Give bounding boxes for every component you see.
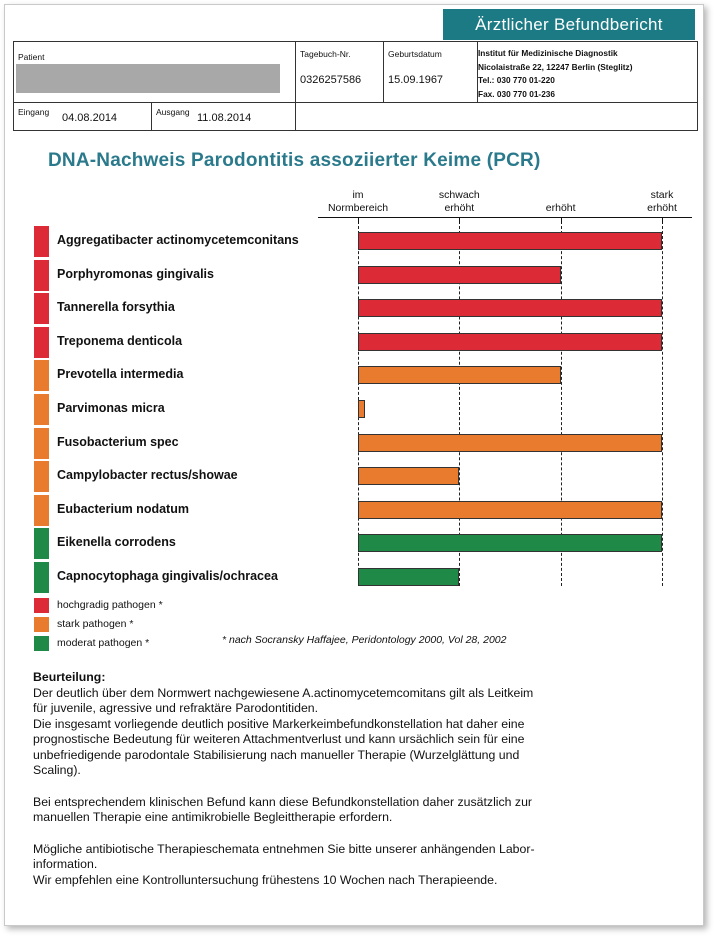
- germ-label: Fusobacterium spec: [57, 434, 179, 449]
- scale-label-line: Normbereich: [327, 202, 389, 214]
- assessment-line: Der deutlich über dem Normwert nachgewiesene A.actinomycetemcomitans gilt als Leitkeim: [33, 685, 534, 700]
- pathogen-group-swatch: [34, 326, 49, 358]
- eingang-label: Eingang: [18, 107, 50, 117]
- citation: * nach Socransky Haffajee, Peridontology 2000, Vol 28, 2002: [222, 634, 507, 646]
- table-divider: [383, 41, 384, 102]
- pathogen-group-swatch: [34, 225, 49, 257]
- scale-tick: [358, 217, 359, 224]
- germ-bar: [358, 333, 662, 351]
- pathogen-group-swatch: [34, 359, 49, 391]
- eingang-value: 04.08.2014: [62, 112, 118, 124]
- assessment-line: unbefriedigende parodontale Stabilisierung nach manueller Therapie (Wurzelglättung und: [33, 747, 520, 762]
- germ-bar: [358, 568, 459, 586]
- legend-swatch: [34, 617, 49, 632]
- scale-label-line: schwach: [438, 189, 480, 201]
- germ-label: Tannerella forsythia: [57, 300, 175, 315]
- scale-label-line: [521, 189, 601, 202]
- scale-label-line: im: [352, 189, 364, 201]
- scale-label-line: erhöht: [647, 202, 677, 214]
- pathogen-group-swatch: [34, 494, 49, 526]
- assessment-line: Die insgesamt vorliegende deutlich positive Markerkeimbefundkonstellation hat daher eine: [33, 716, 525, 731]
- pathogen-group-swatch: [34, 393, 49, 425]
- germ-label: Eubacterium nodatum: [57, 501, 189, 516]
- assessment-line: Mögliche antibiotische Therapieschemata entnehmen Sie bitte unserer anhängenden Labor-: [33, 841, 535, 856]
- scale-tick: [459, 217, 460, 224]
- assessment-line: manuellen Therapie eine antimikrobielle Begleittherapie erfordern.: [33, 810, 393, 824]
- tagebuch-label: Tagebuch-Nr.: [300, 49, 351, 59]
- scale-label-line: erhöht: [444, 202, 475, 214]
- germ-bar: [358, 534, 662, 552]
- germ-label: Aggregatibacter actinomycetemconitans: [57, 233, 299, 247]
- pathogen-group-swatch: [34, 460, 49, 492]
- scale-label: [419, 189, 499, 215]
- pathogen-group-swatch: [34, 292, 49, 324]
- assessment-heading: Beurteilung:: [33, 670, 106, 684]
- tagebuch-value: 0326257586: [300, 74, 362, 86]
- pathogen-group-swatch: [34, 427, 49, 459]
- pathogen-group-swatch: [34, 561, 49, 593]
- scale-gridline: [662, 226, 663, 586]
- ausgang-value: 11.08.2014: [197, 112, 252, 124]
- legend-swatch: [34, 636, 49, 651]
- assessment-line: prognostische Bedeutung für weiteren Attachmentverlust und kann ursächlich sein für eine: [33, 732, 525, 746]
- germ-label: Porphyromonas gingivalis: [57, 266, 214, 281]
- assessment-line: information.: [33, 857, 98, 871]
- patient-name-redacted: [16, 64, 280, 93]
- scale-gridline: [561, 226, 562, 586]
- scale-tick: [561, 217, 562, 224]
- assessment-paragraph-2: [33, 795, 535, 826]
- report-title: DNA-Nachweis Parodontitis assoziierter Keime (PCR): [48, 150, 541, 171]
- scale-axis: [318, 217, 692, 218]
- table-divider: [295, 41, 296, 130]
- germ-bar: [358, 266, 561, 284]
- scale-tick: [662, 217, 663, 224]
- scale-label: [318, 189, 398, 215]
- pathogen-group-swatch: [34, 527, 49, 559]
- geburtsdatum-label: Geburtsdatum: [388, 49, 442, 59]
- germ-label: Eikenella corrodens: [57, 535, 176, 550]
- germ-label: Capnocytophaga gingivalis/ochracea: [57, 569, 278, 583]
- table-divider: [151, 102, 152, 130]
- institute-phone: Tel.: 030 770 01-220: [478, 75, 555, 85]
- germ-bar: [358, 400, 365, 418]
- scale-label-line: erhöht: [545, 202, 576, 214]
- assessment-paragraph-1: [33, 686, 535, 779]
- legend-swatch: [34, 598, 49, 613]
- patient-label: Patient: [18, 52, 45, 62]
- germ-label: Treponema denticola: [57, 333, 183, 348]
- germ-bar: [358, 366, 561, 384]
- pathogen-group-swatch: [34, 259, 49, 291]
- germ-label: Parvimonas micra: [57, 401, 165, 415]
- assessment-line: Bei entsprechendem klinischen Befund kann diese Befundkonstellation daher zusätzlich zur: [33, 794, 533, 809]
- assessment-line: für juvenile, agressive und refraktäre Parodontitiden.: [33, 701, 319, 715]
- germ-bar: [358, 434, 662, 452]
- germ-bar: [358, 299, 662, 317]
- table-divider: [13, 102, 697, 103]
- report-header-title: Ärztlicher Befundbericht: [443, 9, 695, 40]
- geburtsdatum-value: 15.09.1967: [388, 74, 444, 86]
- assessment-line: Scaling).: [33, 763, 81, 777]
- institute-address: Nicolaistraße 22, 12247 Berlin (Steglitz): [478, 62, 633, 72]
- assessment-paragraph-3: [33, 842, 535, 889]
- legend-label: hochgradig pathogen *: [57, 599, 163, 611]
- germ-label: Prevotella intermedia: [57, 367, 184, 382]
- germ-label: Campylobacter rectus/showae: [57, 468, 238, 483]
- assessment: [33, 670, 535, 888]
- scale-label-line: stark: [650, 189, 674, 201]
- ausgang-label: Ausgang: [156, 107, 190, 117]
- legend-label: stark pathogen *: [57, 618, 134, 630]
- scale-label: [521, 189, 601, 215]
- germ-bar: [358, 232, 662, 250]
- institute-fax: Fax. 030 770 01-236: [478, 89, 556, 99]
- germ-bar: [358, 467, 459, 485]
- legend-label: moderat pathogen *: [57, 637, 150, 649]
- germ-bar: [358, 501, 662, 519]
- scale-label: [622, 189, 702, 215]
- assessment-line: Wir empfehlen eine Kontrolluntersuchung frühestens 10 Wochen nach Therapieende.: [33, 872, 498, 887]
- institute-name: Institut für Medizinische Diagnostik: [478, 48, 618, 58]
